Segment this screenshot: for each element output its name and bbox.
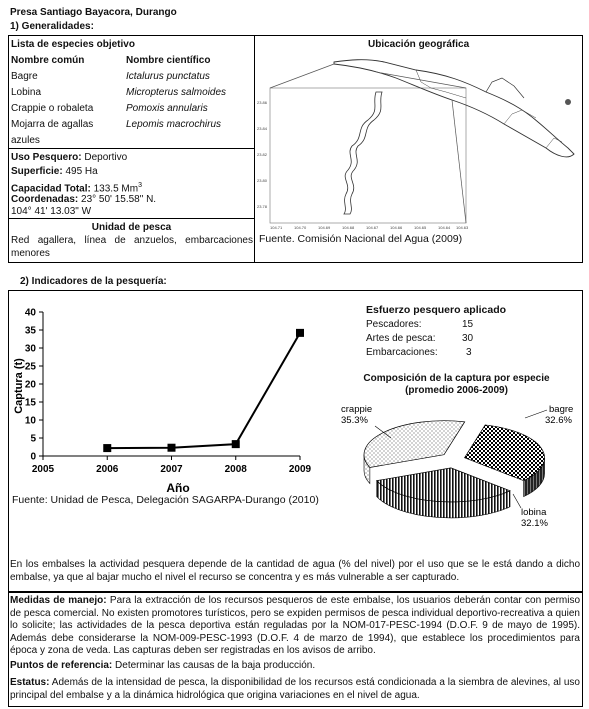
catch-point xyxy=(296,329,304,337)
species-scientific: Pomoxis annularis xyxy=(126,103,208,114)
map-xtick: 104.71 xyxy=(270,225,283,230)
pie-label-crappie: crappie xyxy=(341,404,373,415)
effort-label: Pescadores: xyxy=(366,319,422,330)
medidas-paragraph xyxy=(10,595,580,658)
pie-title-line2: (promedio 2006-2009) xyxy=(405,385,508,396)
map-xtick: 104.68 xyxy=(342,225,355,230)
divider xyxy=(8,148,255,149)
x-tick-label: 2009 xyxy=(288,464,312,475)
capacidad-label: Capacidad Total: xyxy=(11,183,91,195)
y-ticks xyxy=(25,308,43,463)
map-ytick: 23.78 xyxy=(257,204,268,209)
map-ytick: 23.86 xyxy=(257,100,268,105)
species-header: Lista de especies objetivo xyxy=(11,39,135,50)
location-map xyxy=(256,52,582,232)
map-ytick: 23.82 xyxy=(257,152,268,157)
uso-value: Deportivo xyxy=(81,152,128,163)
y-tick-label: 20 xyxy=(24,379,36,391)
catch-pie-chart xyxy=(335,398,580,533)
unidad-text: Red agallera, línea de anzuelos, embarcaciones menores xyxy=(11,235,253,259)
col-scientific-header: Nombre científico xyxy=(126,55,211,66)
x-tick-label: 2008 xyxy=(224,464,247,475)
species-common: Crappie o robaleta xyxy=(11,103,94,114)
x-tick-label: 2005 xyxy=(31,464,55,475)
y-tick-label: 25 xyxy=(24,361,36,373)
medidas-text: Para la extracción de los recursos pesqueros de este embalse, los usuarios deberán contar con permiso de pesca comercial. No existen promotores turísticos, pero se expiden permisos de pesca individual deportivo-recreativa a quien lo solicite; las actividades de la pesca deportiva están reguladas por la NOM-017-PESC-1994 (D.O.F. 9 de mayo de 1995). Además debe considerarse la NOM-009-PESC-1993 (D.O.F. 4 de marzo de 1994), que establece los procedimientos para época y zona de veda. Las capturas deben ser registradas en los avisos de arribo. xyxy=(10,595,581,656)
species-scientific: Micropterus salmoides xyxy=(126,87,227,98)
location-marker-icon xyxy=(565,99,571,105)
coord-value1: 23° 50' 15.58" N. xyxy=(78,194,157,205)
zoom-line xyxy=(270,64,334,88)
map-xtick: 104.65 xyxy=(414,225,427,230)
y-tick-label: 10 xyxy=(24,415,36,427)
zoom-line xyxy=(452,100,466,223)
pie-label-lobina: lobina xyxy=(521,507,547,518)
x-axis-label: Año xyxy=(166,481,190,495)
map-xtick: 104.66 xyxy=(390,225,403,230)
section2-heading: 2) Indicadores de la pesquería: xyxy=(20,276,167,287)
species-common: Bagre xyxy=(11,71,38,82)
pie-slice-bagre xyxy=(465,425,545,481)
medidas-label: Medidas de manejo: xyxy=(10,595,107,606)
catch-point xyxy=(232,440,240,448)
map-source: Fuente. Comisión Nacional del Agua (2009) xyxy=(259,233,463,245)
y-tick-label: 35 xyxy=(24,325,36,337)
effort-label: Artes de pesca: xyxy=(366,333,436,344)
uso-label: Uso Pesquero: xyxy=(11,152,82,163)
y-tick-label: 5 xyxy=(30,433,36,445)
divider xyxy=(8,218,255,219)
map-xtick: 104.67 xyxy=(366,225,379,230)
map-ytick: 23.80 xyxy=(257,178,268,183)
map-frame xyxy=(270,88,466,223)
map-xticks xyxy=(270,225,469,230)
pie-title-line1: Composición de la captura por especie xyxy=(363,373,550,384)
y-tick-label: 40 xyxy=(24,307,36,319)
effort-value: 3 xyxy=(466,347,472,358)
section1-heading: 1) Generalidades: xyxy=(10,21,94,32)
puntos-text: Determinar las causas de la baja producción. xyxy=(112,660,316,671)
effort-label: Embarcaciones: xyxy=(366,347,438,358)
capacidad-sup: 3 xyxy=(138,182,142,189)
estatus-text: Además de la intensidad de pesca, la disponibilidad de los recursos está condicionada a la siembra de alevines, al uso principal del embalse y a la dinámica hidrológica que origina variaciones en el nivel de agua. xyxy=(10,677,580,701)
pie-value-lobina: 32.1% xyxy=(521,518,548,529)
map-title: Ubicación geográfica xyxy=(368,39,470,50)
estatus-paragraph xyxy=(10,677,580,702)
chart-source: Fuente: Unidad de Pesca, Delegación SAGARPA-Durango (2010) xyxy=(12,494,319,506)
zoom-line xyxy=(376,72,466,88)
superficie xyxy=(11,165,98,178)
catch-points xyxy=(103,329,304,452)
puntos-paragraph xyxy=(10,660,580,673)
species-common: Mojarra de agallas xyxy=(11,119,94,130)
superficie-value: 495 Ha xyxy=(62,166,98,177)
y-axis-label: Captura (t) xyxy=(13,358,25,414)
map-xtick: 104.63 xyxy=(456,225,469,230)
map-xtick: 104.70 xyxy=(294,225,307,230)
superficie-label: Superficie: xyxy=(11,166,63,177)
map-xtick: 104.69 xyxy=(318,225,331,230)
species-common: azules xyxy=(11,135,40,146)
coord-value2: 104° 41' 13.03" W xyxy=(11,206,92,217)
y-tick-label: 0 xyxy=(30,451,36,463)
species-common: Lobina xyxy=(11,87,42,98)
x-ticks xyxy=(32,456,312,475)
x-tick-label: 2007 xyxy=(160,464,183,475)
col-common-header: Nombre común xyxy=(11,55,85,66)
effort-value: 15 xyxy=(462,319,474,330)
effort-value: 30 xyxy=(462,333,474,344)
puntos-label: Puntos de referencia: xyxy=(10,660,113,671)
reservoir-shape xyxy=(344,92,382,214)
species-scientific: Lepomis macrochirus xyxy=(126,119,222,130)
mexico-outline-icon xyxy=(334,60,574,157)
pie-value-bagre: 32.6% xyxy=(545,415,572,426)
y-tick-label: 30 xyxy=(24,343,36,355)
leader-line xyxy=(525,410,547,418)
effort-title: Esfuerzo pesquero aplicado xyxy=(366,304,507,316)
intro-paragraph: En los embalses la actividad pesquera depende de la cantidad de agua (% del nivel) por el uso que se le está dando a dicho embalse, ya que al bajar mucho el nivel el recurso se concentra y es más vulnerable a ser capturado. xyxy=(10,559,580,583)
capacidad-value: 133.5 Mm xyxy=(90,183,139,195)
pie-slice-crappie xyxy=(364,421,465,468)
species-scientific: Ictalurus punctatus xyxy=(126,71,210,82)
pie-slices xyxy=(364,421,545,518)
map-ytick: 23.84 xyxy=(257,126,268,131)
unidad-header: Unidad de pesca xyxy=(91,222,172,233)
coord-label: Coordenadas: xyxy=(11,194,79,205)
map-xtick: 104.64 xyxy=(438,225,451,230)
page-title: Presa Santiago Bayacora, Durango xyxy=(10,7,177,18)
catch-line-chart xyxy=(10,298,330,496)
catch-series-line xyxy=(107,333,300,448)
y-tick-label: 15 xyxy=(24,397,36,409)
map-yticks xyxy=(257,100,268,209)
x-tick-label: 2006 xyxy=(96,464,119,475)
catch-point xyxy=(168,444,176,452)
estatus-label: Estatus: xyxy=(10,677,50,688)
uso-pesquero xyxy=(11,151,127,164)
pie-value-crappie: 35.3% xyxy=(341,415,368,426)
leader-line xyxy=(513,494,521,508)
catch-point xyxy=(103,444,111,452)
pie-label-bagre: bagre xyxy=(549,404,574,415)
